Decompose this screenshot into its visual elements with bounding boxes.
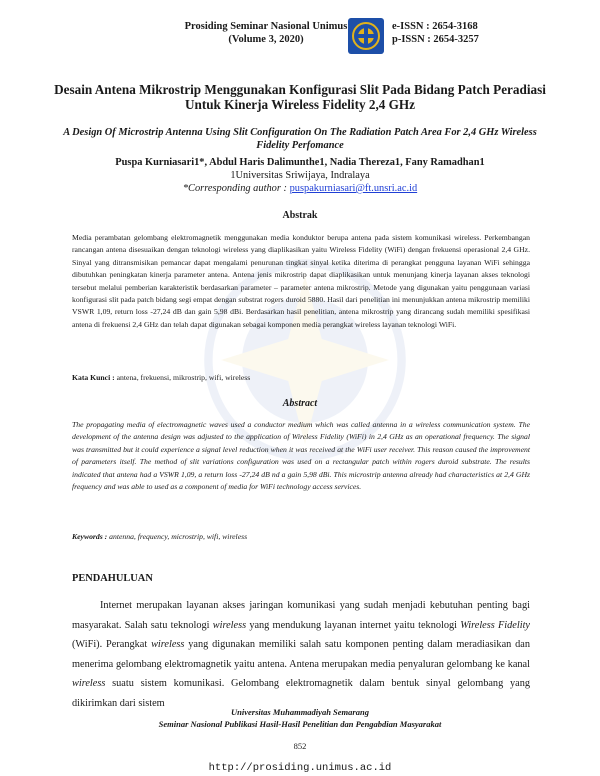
issn-info	[392, 20, 479, 46]
page-number: 852	[293, 741, 307, 751]
unimus-logo-icon	[346, 16, 386, 56]
author-email-link[interactable]: puspakurniasari@ft.unsri.ac.id	[289, 183, 418, 194]
corresponding-label: *Corresponding author :	[182, 183, 287, 194]
pendahuluan-heading: PENDAHULUAN	[72, 573, 153, 584]
pissn: p-ISSN : 2654-3257	[392, 34, 479, 45]
journal-header	[0, 14, 600, 58]
kata-kunci-values: antena, frekuensi, mikrostrip, wifi, wireless	[114, 373, 251, 382]
intro-text-3: (WiFi). Perangkat	[72, 639, 152, 651]
author-affiliation: 1Universitas Sriwijaya, Indralaya	[230, 170, 370, 181]
abstract-heading: Abstract	[282, 398, 318, 409]
kata-kunci-label: Kata Kunci :	[72, 373, 115, 382]
intro-term-1: wireless	[212, 619, 247, 631]
paper-english-title: A Design Of Microstrip Antenna Using Slit Configuration On The Radiation Patch Area For 2,4 GHz Wireless Fidelity Perfomance	[63, 127, 537, 151]
journal-name: Prosiding Seminar Nasional Unimus	[184, 21, 348, 32]
keywords-label: Keywords :	[72, 532, 108, 541]
keywords	[72, 531, 530, 543]
intro-term-3: wireless	[151, 639, 185, 651]
eissn: e-ISSN : 2654-3168	[392, 21, 478, 32]
intro-text-2: yang mendukung layanan internet yaitu teknologi	[246, 619, 461, 631]
intro-term-2: Wireless Fidelity	[460, 619, 531, 631]
pendahuluan-paragraph	[72, 596, 530, 714]
kata-kunci	[72, 372, 530, 384]
footer-seminar: Seminar Nasional Publikasi Hasil-Hasil Penelitian dan Pengabdian Masyarakat	[158, 719, 442, 729]
abstract-text: The propagating media of electromagnetic waves used a conductor medium which was called antenna in a wireless communication system. The development of the antenna design was adjusted to the application of Wireless Fidelity (WiFi) in 2,4 GHz as an operational frequency. The signal was transmitted but it could experience a signal level reduction when it was received at the WiFi user receiver. This reason caused the improvement of parameters itself. The method of slit variations configuration was used on a rectangular patch within rogers duroid substrate. The results indicated that antena had a VSWR 1,09, a return loss -27,24 dB nd a gain 5,98 dBi. This microstrip antenna already had characteristics at 2,4 GHz frequency and was able to used as a component of media for WiFi technology access services.	[72, 420, 530, 492]
corresponding-author	[40, 182, 560, 195]
footer-university: Universitas Muhammadiyah Semarang	[231, 707, 369, 717]
intro-text-4: yang digunakan memiliki salah satu komponen penting dalam meradiasikan dan menerima gelombang elektromagnetik yaitu antena. Antena merupakan media penyaluran gelombang ke kanal	[72, 639, 530, 670]
journal-info	[166, 20, 366, 46]
intro-text-1: Internet merupakan layanan akses jaringan komunikasi yang sudah menjadi kebutuhan penting bagi masyarakat. Salah satu teknologi	[72, 600, 530, 631]
journal-volume: (Volume 3, 2020)	[228, 34, 304, 45]
page-footer	[40, 706, 560, 730]
intro-term-4: wireless	[72, 678, 106, 690]
paper-authors: Puspa Kurniasari1*, Abdul Haris Dalimunthe1, Nadia Thereza1, Fany Ramadhan1	[115, 157, 485, 168]
abstrak-heading: Abstrak	[282, 210, 318, 221]
site-url-link[interactable]: http://prosiding.unimus.ac.id	[208, 762, 392, 774]
abstrak-text: Media perambatan gelombang elektromagnetik menggunakan media konduktor berupa antena pada sistem komunikasi wireless. Perkembangan rancangan antena disesuaikan dengan teknologi wireless yang diaplikasikan yaitu Wireless Fidelity (WiFi) dengan frekuensi operasional 2,4 GHz. Sinyal yang ditransmisikan pemancar dapat mengalami penurunan tingkat sinyal ketika diterima di perangkat pengguna layanan WiFi sehingga dibutuhkan peningkatan kinerja parameter antena. Antena jenis mikrostrip dapat diaplikasikan untuk menunjang kinerja layanan akses teknologi tersebut melalui pemberian karakteristik berdasarkan parameter – parameter antena mikrostrip. Metode yang digunakan yaitu penggunaan variasi konfigurasi slit pada patch bidang segi empat dengan substrat rogers duroid 5880. Hasil dari penelitian ini menunjukkan antena mikrostrip memiliki VSWR 1,09, return loss -27,24 dB dan gain 5,98 dBi. Berdasarkan hasil penelitian, antena mikrostrip yang dirancang sudah memiliki spesifikasi antena di frekuensi 2,4 GHz dan telah dapat digunakan sebagai komponen media perangkat wireless layanan teknologi WiFi.	[72, 233, 530, 329]
paper-title: Desain Antena Mikrostrip Menggunakan Konfigurasi Slit Pada Bidang Patch Peradiasi Untuk Kinerja Wireless Fidelity 2,4 GHz	[54, 82, 546, 112]
intro-text-5: suatu sistem komunikasi. Gelombang elektromagnetik dalam bentuk sinyal gelombang yang dikirimkan dari sistem	[72, 678, 530, 709]
keywords-values: antenna, frequency, microstrip, wifi, wireless	[107, 532, 248, 541]
